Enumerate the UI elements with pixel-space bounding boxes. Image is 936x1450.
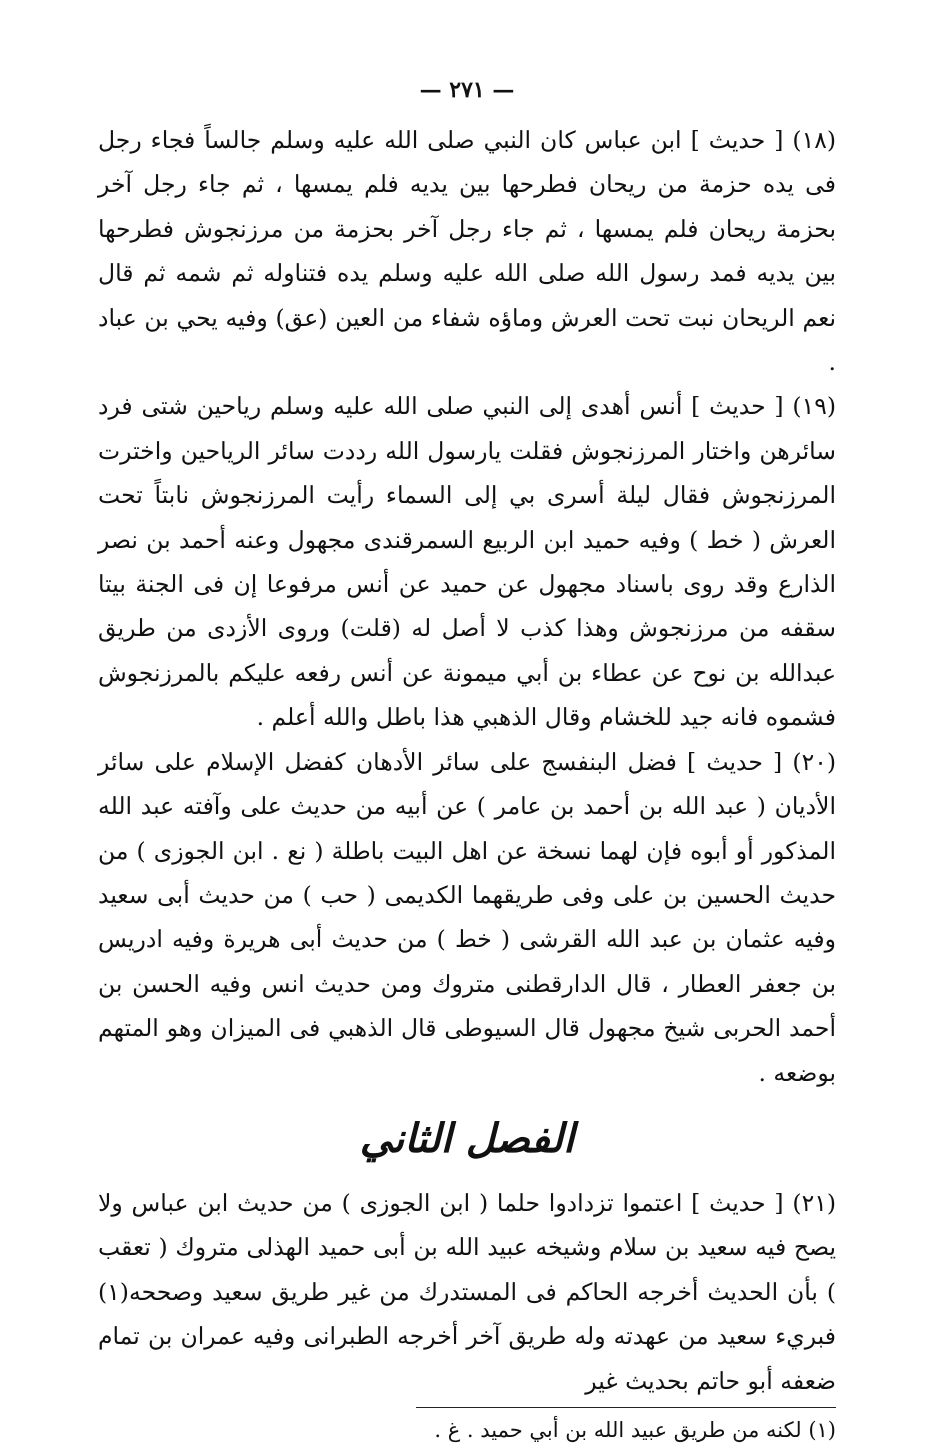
- footnote: (١) لكنه من طريق عبيد الله بن أبي حميد . غ .: [434, 1417, 836, 1442]
- page-number: — ۲۷۱ —: [419, 77, 515, 103]
- hadith-paragraph-21: (٢١) [ حديث ] اعتموا تزدادوا حلما ( ابن الجوزى ) من حديث ابن عباس ولا يصح فيه سعيد بن سلام وشيخه عبيد الله بن أبى حميد الهذلى متروك ( تعقب ) بأن الحديث أخرجه الحاكم فى المستدرك من غير طريق سعيد وصححه(١) فبريء سعيد من عهدته وله طريق آخر أخرجه الطبرانى وفيه عمران بن تمام ضعفه أبو حاتم بحديث غير: [98, 1188, 836, 1395]
- footnote-divider: [416, 1407, 836, 1408]
- hadith-paragraph-20: (٢٠) [ حديث ] فضل البنفسج على سائر الأدهان كفضل الإسلام على سائر الأديان ( عبد الله بن أحمد بن عامر ) عن أبيه من حديث على وآفته عبد الله المذكور أو أبوه فإن لهما نسخة عن اهل البيت باطلة ( نع . ابن الجوزى ) من حديث الحسين بن على وفى طريقهما الكديمى ( حب ) من حديث أبى سعيد وفيه عثمان بن عبد الله القرشى ( خط ) من حديث أبى هريرة وفيه ادريس بن جعفر العطار ، قال الدارقطنى متروك ومن حديث انس وفيه الحسن بن أحمد الحربى شيخ مجهول قال السيوطى قال الذهبي فى الميزان وهو المتهم بوضعه .: [98, 747, 836, 1087]
- main-text-continued: [98, 1181, 836, 1403]
- hadith-paragraph-18: (١٨) [ حديث ] ابن عباس كان النبي صلى الله عليه وسلم جالساً فجاء رجل فى يده حزمة من ريحان فطرحها بين يديه فلم يمسها ، ثم جاء رجل آخر بحزمة ريحان فلم يمسها ، ثم جاء رجل آخر بحزمة من مرزنجوش فطرحها بين يديه فمد رسول الله صلى الله عليه وسلم يده فتناوله ثم شمه ثم قال نعم الريحان نبت تحت العرش وماؤه شفاء من العين (عق) وفيه يحي بن عباد .: [98, 126, 836, 377]
- main-text: [98, 118, 836, 1095]
- section-heading: الفصل الثاني: [359, 1114, 575, 1162]
- hadith-paragraph-19: (١٩) [ حديث ] أنس أهدى إلى النبي صلى الله عليه وسلم رياحين شتى فرد سائرهن واختار المرزنجوش فقلت يارسول الله رددت سائر الرياحين واخترت المرزنجوش فقال ليلة أسرى بي إلى السماء رأيت المرزنجوش نابتاً تحت العرش ( خط ) وفيه حميد ابن الربيع السمرقندى مجهول وعنه أحمد بن نصر الذارع وقد روى باسناد مجهول عن حميد عن أنس مرفوعا إن فى الجنة بيتا سقفه من مرزنجوش وهذا كذب لا أصل له (قلت) وروى الأزدى من طريق عبدالله بن نوح عن عطاء بن أبي ميمونة عن أنس رفعه عليكم بالمرزنجوش فشموه فانه جيد للخشام وقال الذهبي هذا باطل والله أعلم .: [98, 392, 836, 732]
